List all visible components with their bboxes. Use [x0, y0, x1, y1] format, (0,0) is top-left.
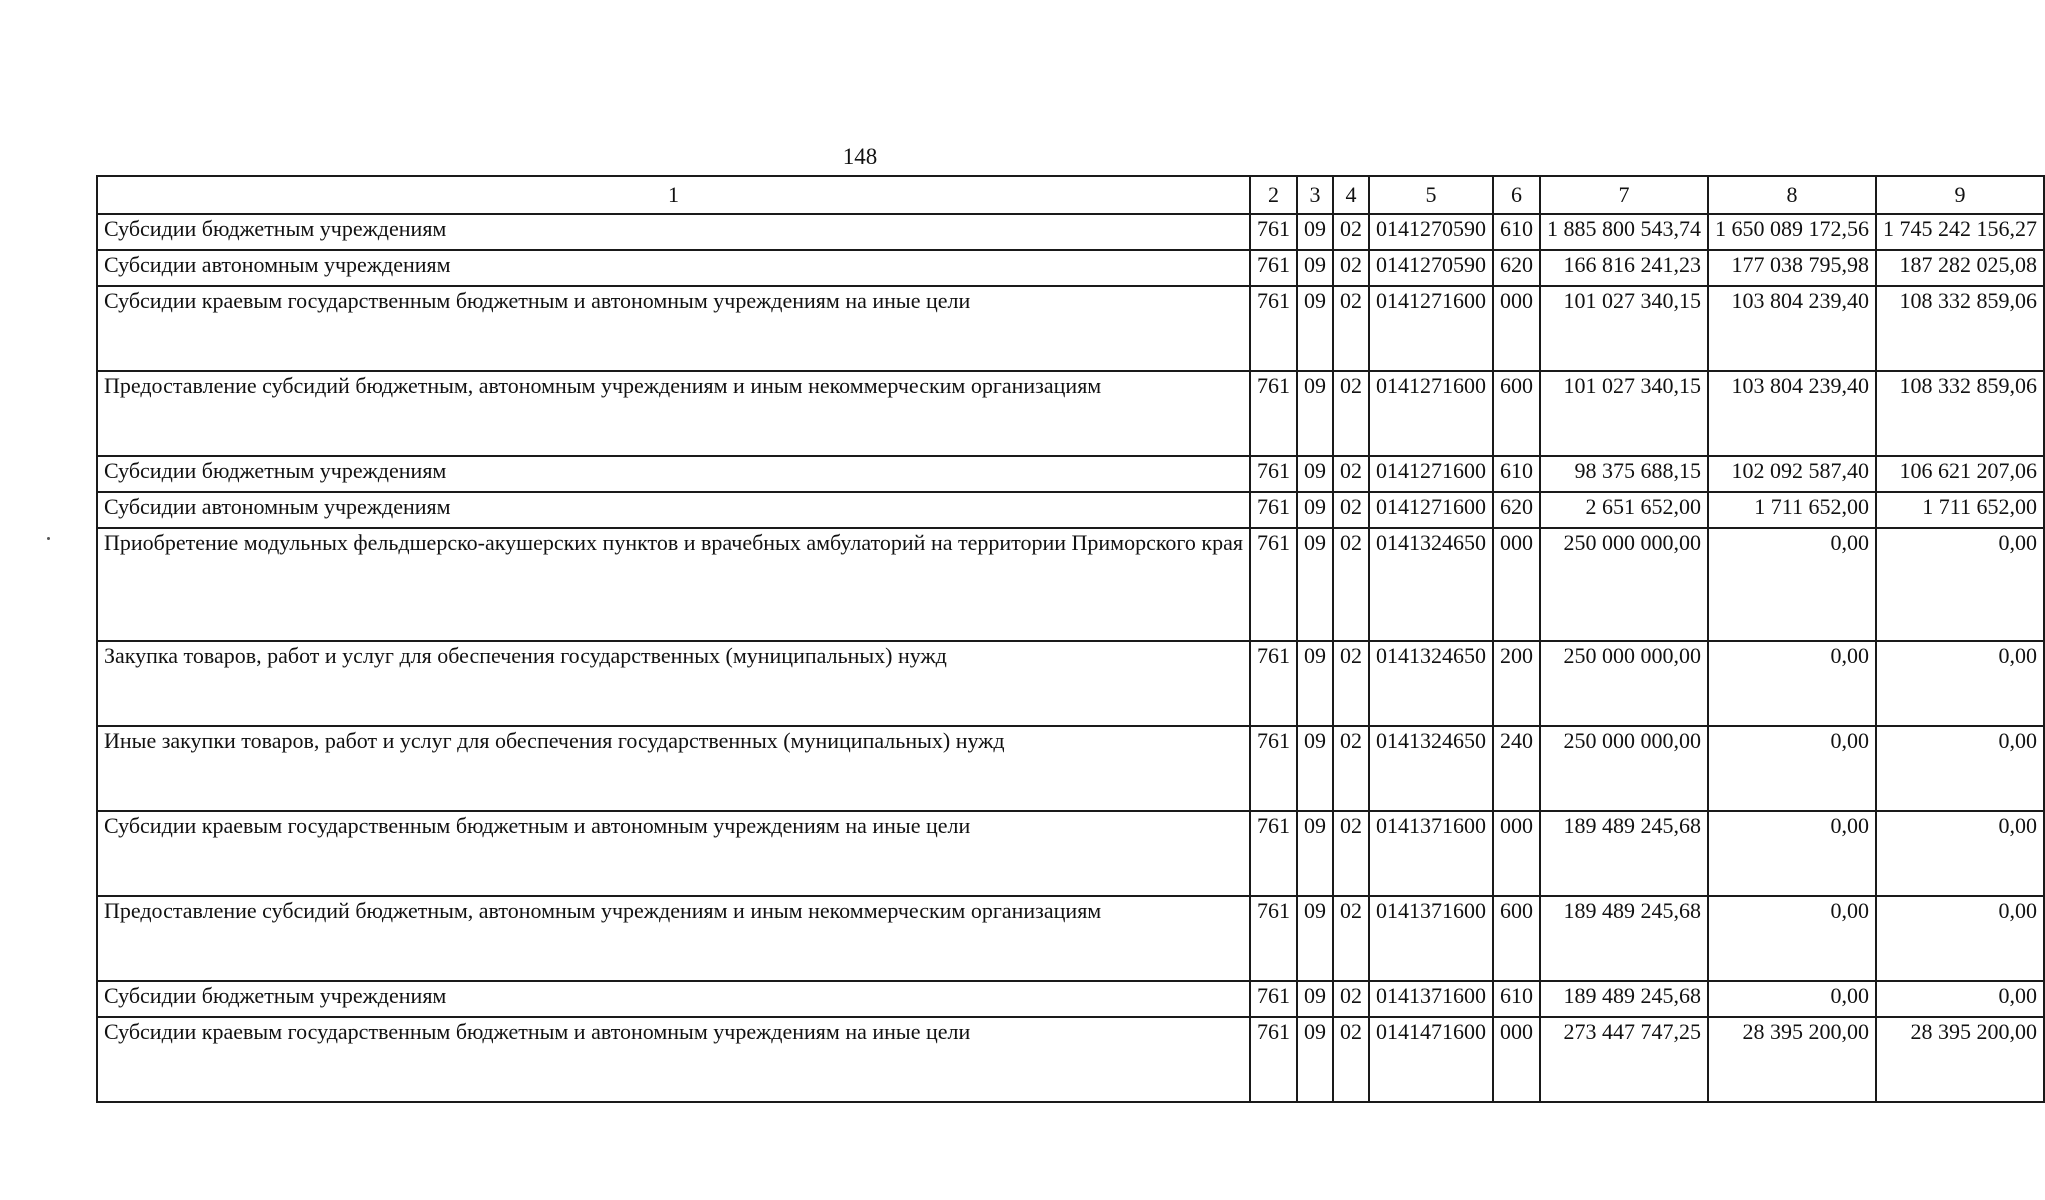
code-cell: 02	[1333, 811, 1369, 896]
table-row	[97, 641, 2044, 726]
column-header: 2	[1250, 176, 1297, 214]
amount-cell: 187 282 025,08	[1876, 250, 2044, 286]
code-cell: 02	[1333, 456, 1369, 492]
code-cell: 0141270590	[1369, 250, 1493, 286]
amount-cell: 108 332 859,06	[1876, 286, 2044, 371]
amount-cell: 0,00	[1708, 981, 1876, 1017]
code-cell: 0141371600	[1369, 811, 1493, 896]
table-row	[97, 528, 2044, 641]
code-cell: 620	[1493, 250, 1540, 286]
table-row	[97, 1017, 2044, 1102]
column-header: 8	[1708, 176, 1876, 214]
amount-cell: 0,00	[1708, 896, 1876, 981]
code-cell: 600	[1493, 896, 1540, 981]
amount-cell: 1 745 242 156,27	[1876, 214, 2044, 250]
amount-cell: 0,00	[1708, 726, 1876, 811]
code-cell: 09	[1297, 641, 1333, 726]
code-cell: 0141271600	[1369, 371, 1493, 456]
amount-cell: 0,00	[1876, 896, 2044, 981]
code-cell: 02	[1333, 371, 1369, 456]
column-header: 4	[1333, 176, 1369, 214]
code-cell: 761	[1250, 981, 1297, 1017]
code-cell: 761	[1250, 371, 1297, 456]
code-cell: 761	[1250, 456, 1297, 492]
code-cell: 761	[1250, 286, 1297, 371]
amount-cell: 101 027 340,15	[1540, 286, 1708, 371]
code-cell: 09	[1297, 981, 1333, 1017]
code-cell: 02	[1333, 492, 1369, 528]
amount-cell: 189 489 245,68	[1540, 811, 1708, 896]
amount-cell: 166 816 241,23	[1540, 250, 1708, 286]
table-row	[97, 896, 2044, 981]
row-name: Предоставление субсидий бюджетным, автономным учреждениям и иным некоммерческим организациям	[97, 896, 1250, 981]
amount-cell: 1 885 800 543,74	[1540, 214, 1708, 250]
amount-cell: 0,00	[1876, 981, 2044, 1017]
amount-cell: 177 038 795,98	[1708, 250, 1876, 286]
code-cell: 02	[1333, 1017, 1369, 1102]
column-header: 5	[1369, 176, 1493, 214]
code-cell: 02	[1333, 981, 1369, 1017]
code-cell: 240	[1493, 726, 1540, 811]
table-row	[97, 371, 2044, 456]
row-name: Субсидии бюджетным учреждениям	[97, 456, 1250, 492]
amount-cell: 0,00	[1876, 528, 2044, 641]
column-header: 9	[1876, 176, 2044, 214]
amount-cell: 103 804 239,40	[1708, 286, 1876, 371]
code-cell: 761	[1250, 811, 1297, 896]
code-cell: 200	[1493, 641, 1540, 726]
amount-cell: 250 000 000,00	[1540, 528, 1708, 641]
code-cell: 0141271600	[1369, 286, 1493, 371]
table-row	[97, 726, 2044, 811]
code-cell: 02	[1333, 286, 1369, 371]
table-row	[97, 811, 2044, 896]
table-body	[97, 214, 2044, 1102]
table-row	[97, 492, 2044, 528]
code-cell: 761	[1250, 214, 1297, 250]
table-row	[97, 214, 2044, 250]
amount-cell: 273 447 747,25	[1540, 1017, 1708, 1102]
code-cell: 09	[1297, 492, 1333, 528]
budget-table	[96, 175, 2045, 1103]
code-cell: 761	[1250, 250, 1297, 286]
code-cell: 09	[1297, 896, 1333, 981]
header-row	[97, 176, 2044, 214]
code-cell: 000	[1493, 528, 1540, 641]
amount-cell: 1 711 652,00	[1708, 492, 1876, 528]
code-cell: 0141371600	[1369, 896, 1493, 981]
code-cell: 610	[1493, 456, 1540, 492]
amount-cell: 189 489 245,68	[1540, 981, 1708, 1017]
column-header: 6	[1493, 176, 1540, 214]
code-cell: 761	[1250, 641, 1297, 726]
code-cell: 02	[1333, 214, 1369, 250]
code-cell: 02	[1333, 528, 1369, 641]
code-cell: 761	[1250, 492, 1297, 528]
amount-cell: 102 092 587,40	[1708, 456, 1876, 492]
column-header: 7	[1540, 176, 1708, 214]
row-name: Приобретение модульных фельдшерско-акушерских пунктов и врачебных амбулаторий на территории Приморского края	[97, 528, 1250, 641]
code-cell: 09	[1297, 214, 1333, 250]
amount-cell: 1 711 652,00	[1876, 492, 2044, 528]
amount-cell: 0,00	[1876, 726, 2044, 811]
scan-speck	[47, 537, 50, 540]
amount-cell: 28 395 200,00	[1708, 1017, 1876, 1102]
row-name: Субсидии автономным учреждениям	[97, 492, 1250, 528]
code-cell: 02	[1333, 726, 1369, 811]
table-row	[97, 250, 2044, 286]
amount-cell: 103 804 239,40	[1708, 371, 1876, 456]
code-cell: 761	[1250, 896, 1297, 981]
code-cell: 610	[1493, 981, 1540, 1017]
code-cell: 0141324650	[1369, 726, 1493, 811]
amount-cell: 0,00	[1708, 528, 1876, 641]
code-cell: 02	[1333, 250, 1369, 286]
code-cell: 0141324650	[1369, 641, 1493, 726]
code-cell: 610	[1493, 214, 1540, 250]
code-cell: 0141270590	[1369, 214, 1493, 250]
amount-cell: 106 621 207,06	[1876, 456, 2044, 492]
code-cell: 09	[1297, 286, 1333, 371]
code-cell: 09	[1297, 371, 1333, 456]
row-name: Закупка товаров, работ и услуг для обеспечения государственных (муниципальных) нужд	[97, 641, 1250, 726]
amount-cell: 28 395 200,00	[1876, 1017, 2044, 1102]
code-cell: 0141324650	[1369, 528, 1493, 641]
amount-cell: 108 332 859,06	[1876, 371, 2044, 456]
code-cell: 02	[1333, 641, 1369, 726]
code-cell: 0141271600	[1369, 456, 1493, 492]
amount-cell: 0,00	[1708, 641, 1876, 726]
code-cell: 09	[1297, 250, 1333, 286]
amount-cell: 0,00	[1876, 811, 2044, 896]
column-header: 3	[1297, 176, 1333, 214]
table-row	[97, 456, 2044, 492]
page-number: 148	[842, 144, 878, 169]
row-name: Субсидии бюджетным учреждениям	[97, 981, 1250, 1017]
code-cell: 761	[1250, 528, 1297, 641]
code-cell: 09	[1297, 456, 1333, 492]
row-name: Субсидии краевым государственным бюджетным и автономным учреждениям на иные цели	[97, 286, 1250, 371]
column-header: 1	[97, 176, 1250, 214]
amount-cell: 0,00	[1708, 811, 1876, 896]
code-cell: 0141371600	[1369, 981, 1493, 1017]
code-cell: 000	[1493, 1017, 1540, 1102]
amount-cell: 98 375 688,15	[1540, 456, 1708, 492]
amount-cell: 250 000 000,00	[1540, 726, 1708, 811]
code-cell: 000	[1493, 811, 1540, 896]
row-name: Субсидии краевым государственным бюджетным и автономным учреждениям на иные цели	[97, 1017, 1250, 1102]
code-cell: 09	[1297, 1017, 1333, 1102]
amount-cell: 1 650 089 172,56	[1708, 214, 1876, 250]
amount-cell: 250 000 000,00	[1540, 641, 1708, 726]
amount-cell: 189 489 245,68	[1540, 896, 1708, 981]
code-cell: 0141471600	[1369, 1017, 1493, 1102]
row-name: Предоставление субсидий бюджетным, автономным учреждениям и иным некоммерческим организациям	[97, 371, 1250, 456]
amount-cell: 101 027 340,15	[1540, 371, 1708, 456]
code-cell: 761	[1250, 726, 1297, 811]
code-cell: 761	[1250, 1017, 1297, 1102]
row-name: Субсидии автономным учреждениям	[97, 250, 1250, 286]
code-cell: 620	[1493, 492, 1540, 528]
code-cell: 02	[1333, 896, 1369, 981]
table-row	[97, 981, 2044, 1017]
code-cell: 09	[1297, 811, 1333, 896]
code-cell: 000	[1493, 286, 1540, 371]
code-cell: 600	[1493, 371, 1540, 456]
row-name: Субсидии краевым государственным бюджетным и автономным учреждениям на иные цели	[97, 811, 1250, 896]
row-name: Субсидии бюджетным учреждениям	[97, 214, 1250, 250]
amount-cell: 2 651 652,00	[1540, 492, 1708, 528]
table-row	[97, 286, 2044, 371]
row-name: Иные закупки товаров, работ и услуг для обеспечения государственных (муниципальных) нужд	[97, 726, 1250, 811]
code-cell: 09	[1297, 726, 1333, 811]
code-cell: 09	[1297, 528, 1333, 641]
amount-cell: 0,00	[1876, 641, 2044, 726]
code-cell: 0141271600	[1369, 492, 1493, 528]
